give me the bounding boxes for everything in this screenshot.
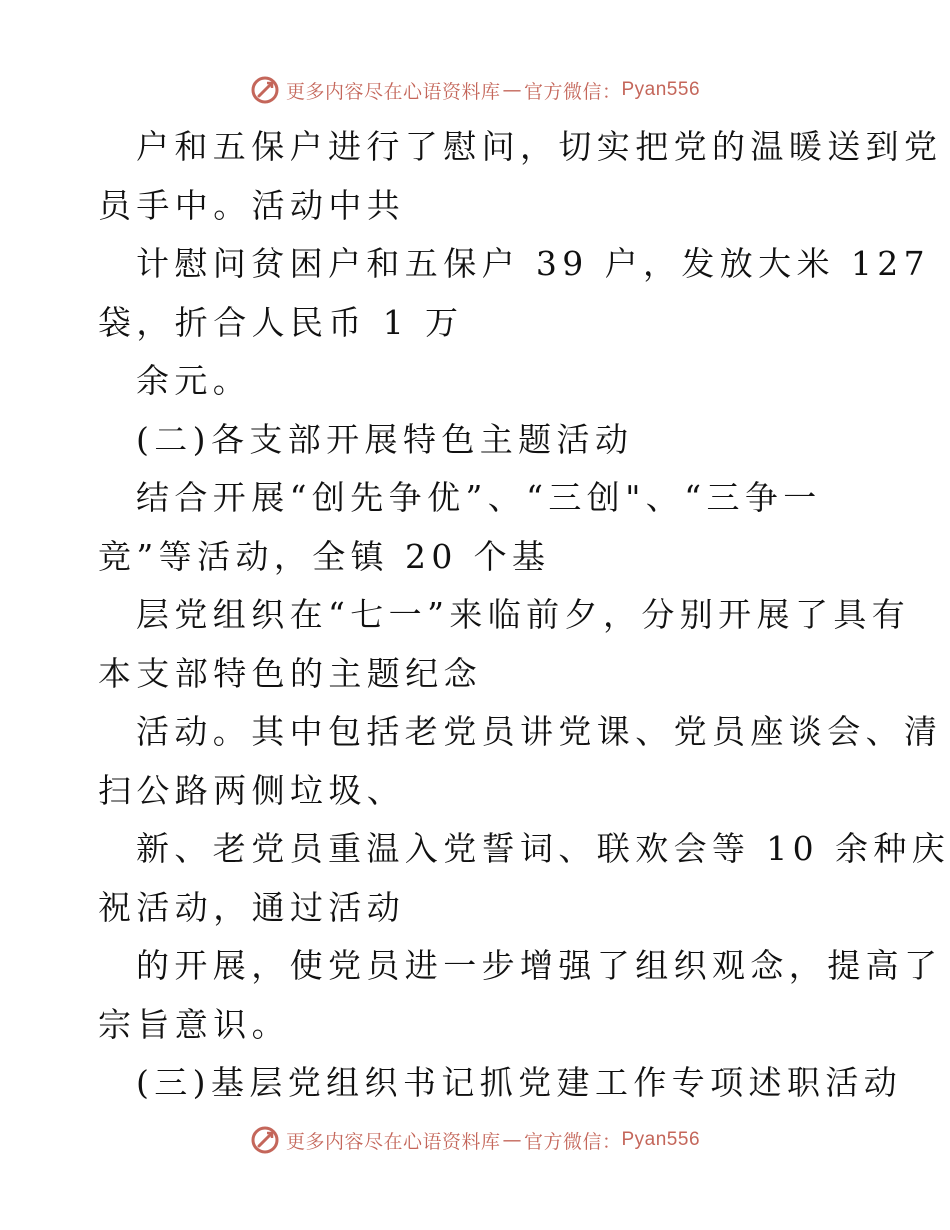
watermark-text: 更多内容尽在心语资料库 [285, 1130, 501, 1153]
paragraph-line: 新、老党员重温入党誓词、联欢会等 10 余种庆 [136, 829, 950, 868]
paragraph-line: 结合开展“创先争优”、“三创"、“三争一 [136, 478, 822, 517]
paragraph-line: 户和五保户进行了慰问，切实把党的温暖送到党 [136, 127, 943, 166]
paragraph-line: 祝活动，通过活动 [98, 887, 406, 927]
paragraph-line: 计慰问贫困户和五保户 39 户，发放大米 127 [136, 244, 931, 283]
paragraph-line: 员手中。活动中共 [98, 185, 406, 225]
watermark-suffix: 官方微信： [523, 1130, 622, 1153]
watermark-id: Pyan556 [621, 1129, 701, 1150]
brand-logo-icon [250, 1125, 280, 1155]
paragraph-line: 余元。 [136, 361, 252, 400]
paragraph-line: 竞”等活动，全镇 20 个基 [98, 536, 551, 576]
header-watermark [0, 70, 950, 110]
section-heading: (二)各支部开展特色主题活动 [136, 419, 634, 459]
paragraph-line: 扫公路两侧垃圾、 [98, 770, 406, 810]
watermark-text: 更多内容尽在心语资料库 [285, 80, 501, 103]
paragraph-line: 袋，折合人民币 1 万 [98, 302, 464, 342]
document-body [98, 118, 950, 1113]
watermark-separator: — [502, 79, 522, 101]
watermark-separator: — [502, 1129, 522, 1151]
paragraph-line: 层党组织在“七一”来临前夕，分别开展了具有 [136, 595, 911, 634]
watermark-suffix: 官方微信： [523, 80, 622, 103]
paragraph-line: 宗旨意识。 [98, 1004, 290, 1044]
section-heading: (三)基层党组织书记抓党建工作专项述职活动 [136, 1063, 903, 1102]
paragraph-line: 活动。其中包括老党员讲党课、党员座谈会、清 [136, 712, 943, 751]
brand-logo-icon [250, 75, 280, 105]
watermark-id: Pyan556 [621, 79, 701, 100]
footer-watermark [0, 1120, 950, 1160]
paragraph-line: 本支部特色的主题纪念 [98, 653, 482, 693]
paragraph-line: 的开展，使党员进一步增强了组织观念，提高了 [136, 946, 943, 985]
